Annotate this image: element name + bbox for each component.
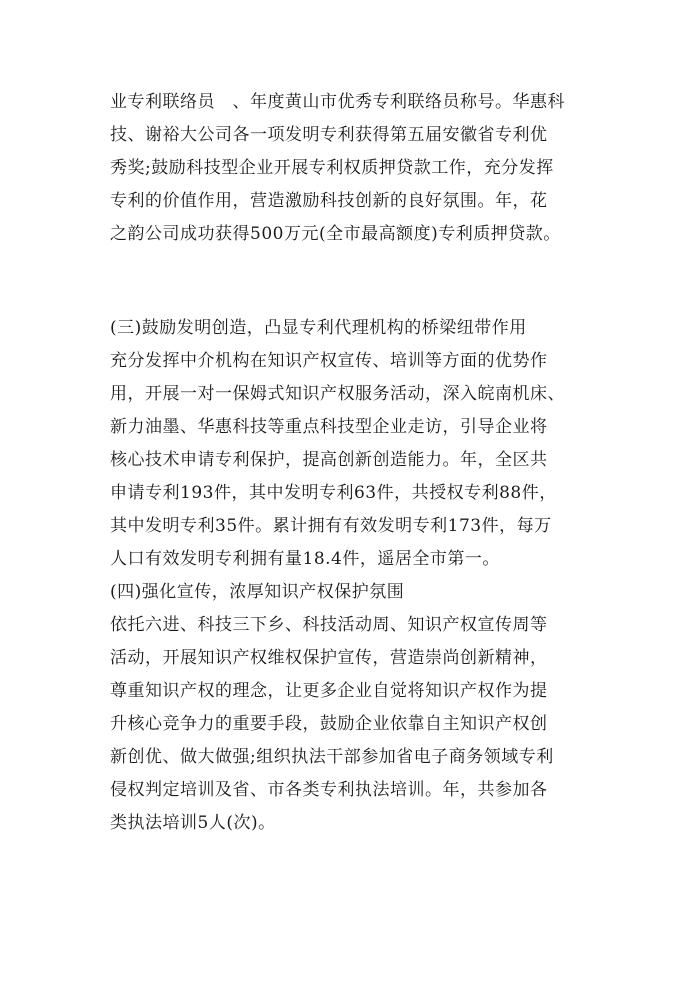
text-line: 侵权判定培训及省、市各类专利执法培训。年，共参加各	[110, 780, 548, 800]
text-line: 秀奖;鼓励科技型企业开展专利权质押贷款工作，充分发挥	[110, 158, 554, 178]
text-line: 依托六进、科技三下乡、科技活动周、知识产权宣传周等	[110, 615, 548, 635]
text-line: 业专利联络员 、年度黄山市优秀专利联络员称号。华惠科	[110, 92, 565, 112]
section-heading-4: (四)强化宣传，浓厚知识产权保护氛围	[110, 582, 405, 602]
paragraph-block-1	[110, 86, 610, 251]
paragraph-block-2	[110, 312, 610, 840]
text-line: 升核心竞争力的重要手段，鼓励企业依靠自主知识产权创	[110, 714, 548, 734]
text-line: 之韵公司成功获得500万元(全市最高额度)专利质押贷款。	[110, 224, 561, 244]
text-line: 专利的价值作用，营造激励科技创新的良好氛围。年，花	[110, 191, 548, 211]
text-line: 核心技术申请专利保护，提高创新创造能力。年，全区共	[110, 450, 548, 470]
text-line: 活动，开展知识产权维权保护宣传，营造崇尚创新精神，	[110, 648, 548, 668]
text-line: 尊重知识产权的理念，让更多企业自觉将知识产权作为提	[110, 681, 548, 701]
text-line: 用，开展一对一保姆式知识产权服务活动，深入皖南机床、	[110, 384, 565, 404]
text-line: 申请专利193件，其中发明专利63件，共授权专利88件，	[110, 483, 557, 503]
text-line: 充分发挥中介机构在知识产权宣传、培训等方面的优势作	[110, 351, 548, 371]
text-line: 其中发明专利35件。累计拥有有效发明专利173件，每万	[110, 516, 552, 536]
text-line: 技、谢裕大公司各一项发明专利获得第五届安徽省专利优	[110, 125, 548, 145]
text-line: 新力油墨、华惠科技等重点科技型企业走访，引导企业将	[110, 417, 548, 437]
text-line: 人口有效发明专利拥有量18.4件，遥居全市第一。	[110, 549, 500, 569]
text-line: 类执法培训5人(次)。	[110, 813, 276, 833]
section-heading-3: (三)鼓励发明创造，凸显专利代理机构的桥梁纽带作用	[110, 318, 527, 338]
text-line: 新创优、做大做强;组织执法干部参加省电子商务领域专利	[110, 747, 554, 767]
